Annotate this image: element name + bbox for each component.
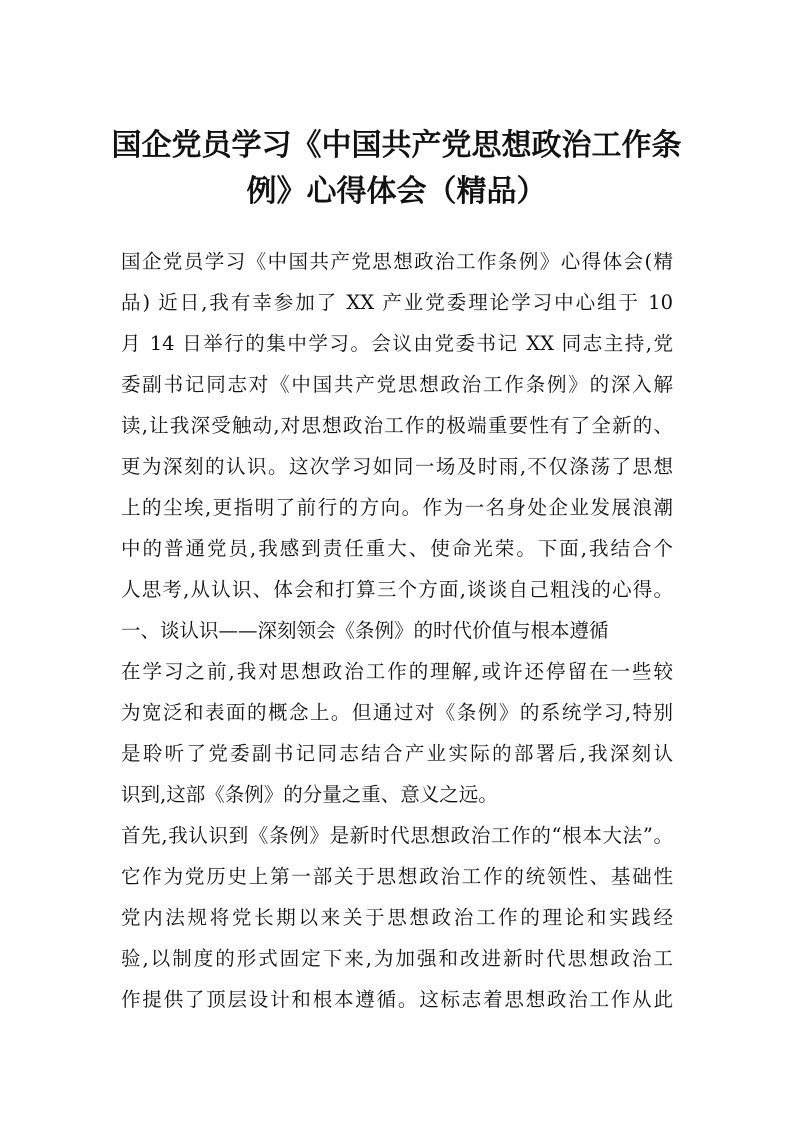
document-title-line-1: 国企党员学习《中国共产党思想政治工作条	[111, 128, 682, 163]
body-line: 党内法规将党长期以来关于思想政治工作的理论和实践经	[121, 906, 673, 929]
body-line: 作提供了顶层设计和根本遵循。这标志着思想政治工作从此	[121, 988, 673, 1011]
body-line: 品) 近日,我有幸参加了 XX 产业党委理论学习中心组于 10	[121, 291, 673, 314]
body-line: 委副书记同志对《中国共产党思想政治工作条例》的深入解	[121, 373, 673, 396]
body-line: 更为深刻的认识。这次学习如同一场及时雨,不仅涤荡了思想	[121, 455, 673, 478]
document-title-line-2: 例》心得体会（精品）	[246, 174, 547, 209]
body-line: 中的普通党员,我感到责任重大、使命光荣。下面,我结合个	[121, 537, 673, 560]
body-line: 识到,这部《条例》的分量之重、意义之远。	[121, 783, 498, 806]
body-line: 是聆听了党委副书记同志结合产业实际的部署后,我深刻认	[121, 742, 673, 765]
body-line: 验,以制度的形式固定下来,为加强和改进新时代思想政治工	[121, 947, 673, 970]
body-line: 读,让我深受触动,对思想政治工作的极端重要性有了全新的、	[121, 414, 673, 437]
body-line: 国企党员学习《中国共产党思想政治工作条例》心得体会(精	[121, 250, 673, 273]
body-line: 它作为党历史上第一部关于思想政治工作的统领性、基础性	[121, 865, 673, 888]
body-line: 首先,我认识到《条例》是新时代思想政治工作的“根本大法”。	[121, 824, 673, 847]
body-line: 人思考,从认识、体会和打算三个方面,谈谈自己粗浅的心得。	[121, 578, 673, 601]
body-line: 在学习之前,我对思想政治工作的理解,或许还停留在一些较	[121, 660, 673, 683]
body-line: 月 14 日举行的集中学习。会议由党委书记 XX 同志主持,党	[121, 332, 673, 355]
section-heading: 一、谈认识——深刻领会《条例》的时代价值与根本遵循	[121, 619, 609, 642]
body-line: 为宽泛和表面的概念上。但通过对《条例》的系统学习,特别	[121, 701, 673, 724]
body-line: 上的尘埃,更指明了前行的方向。作为一名身处企业发展浪潮	[121, 496, 673, 519]
